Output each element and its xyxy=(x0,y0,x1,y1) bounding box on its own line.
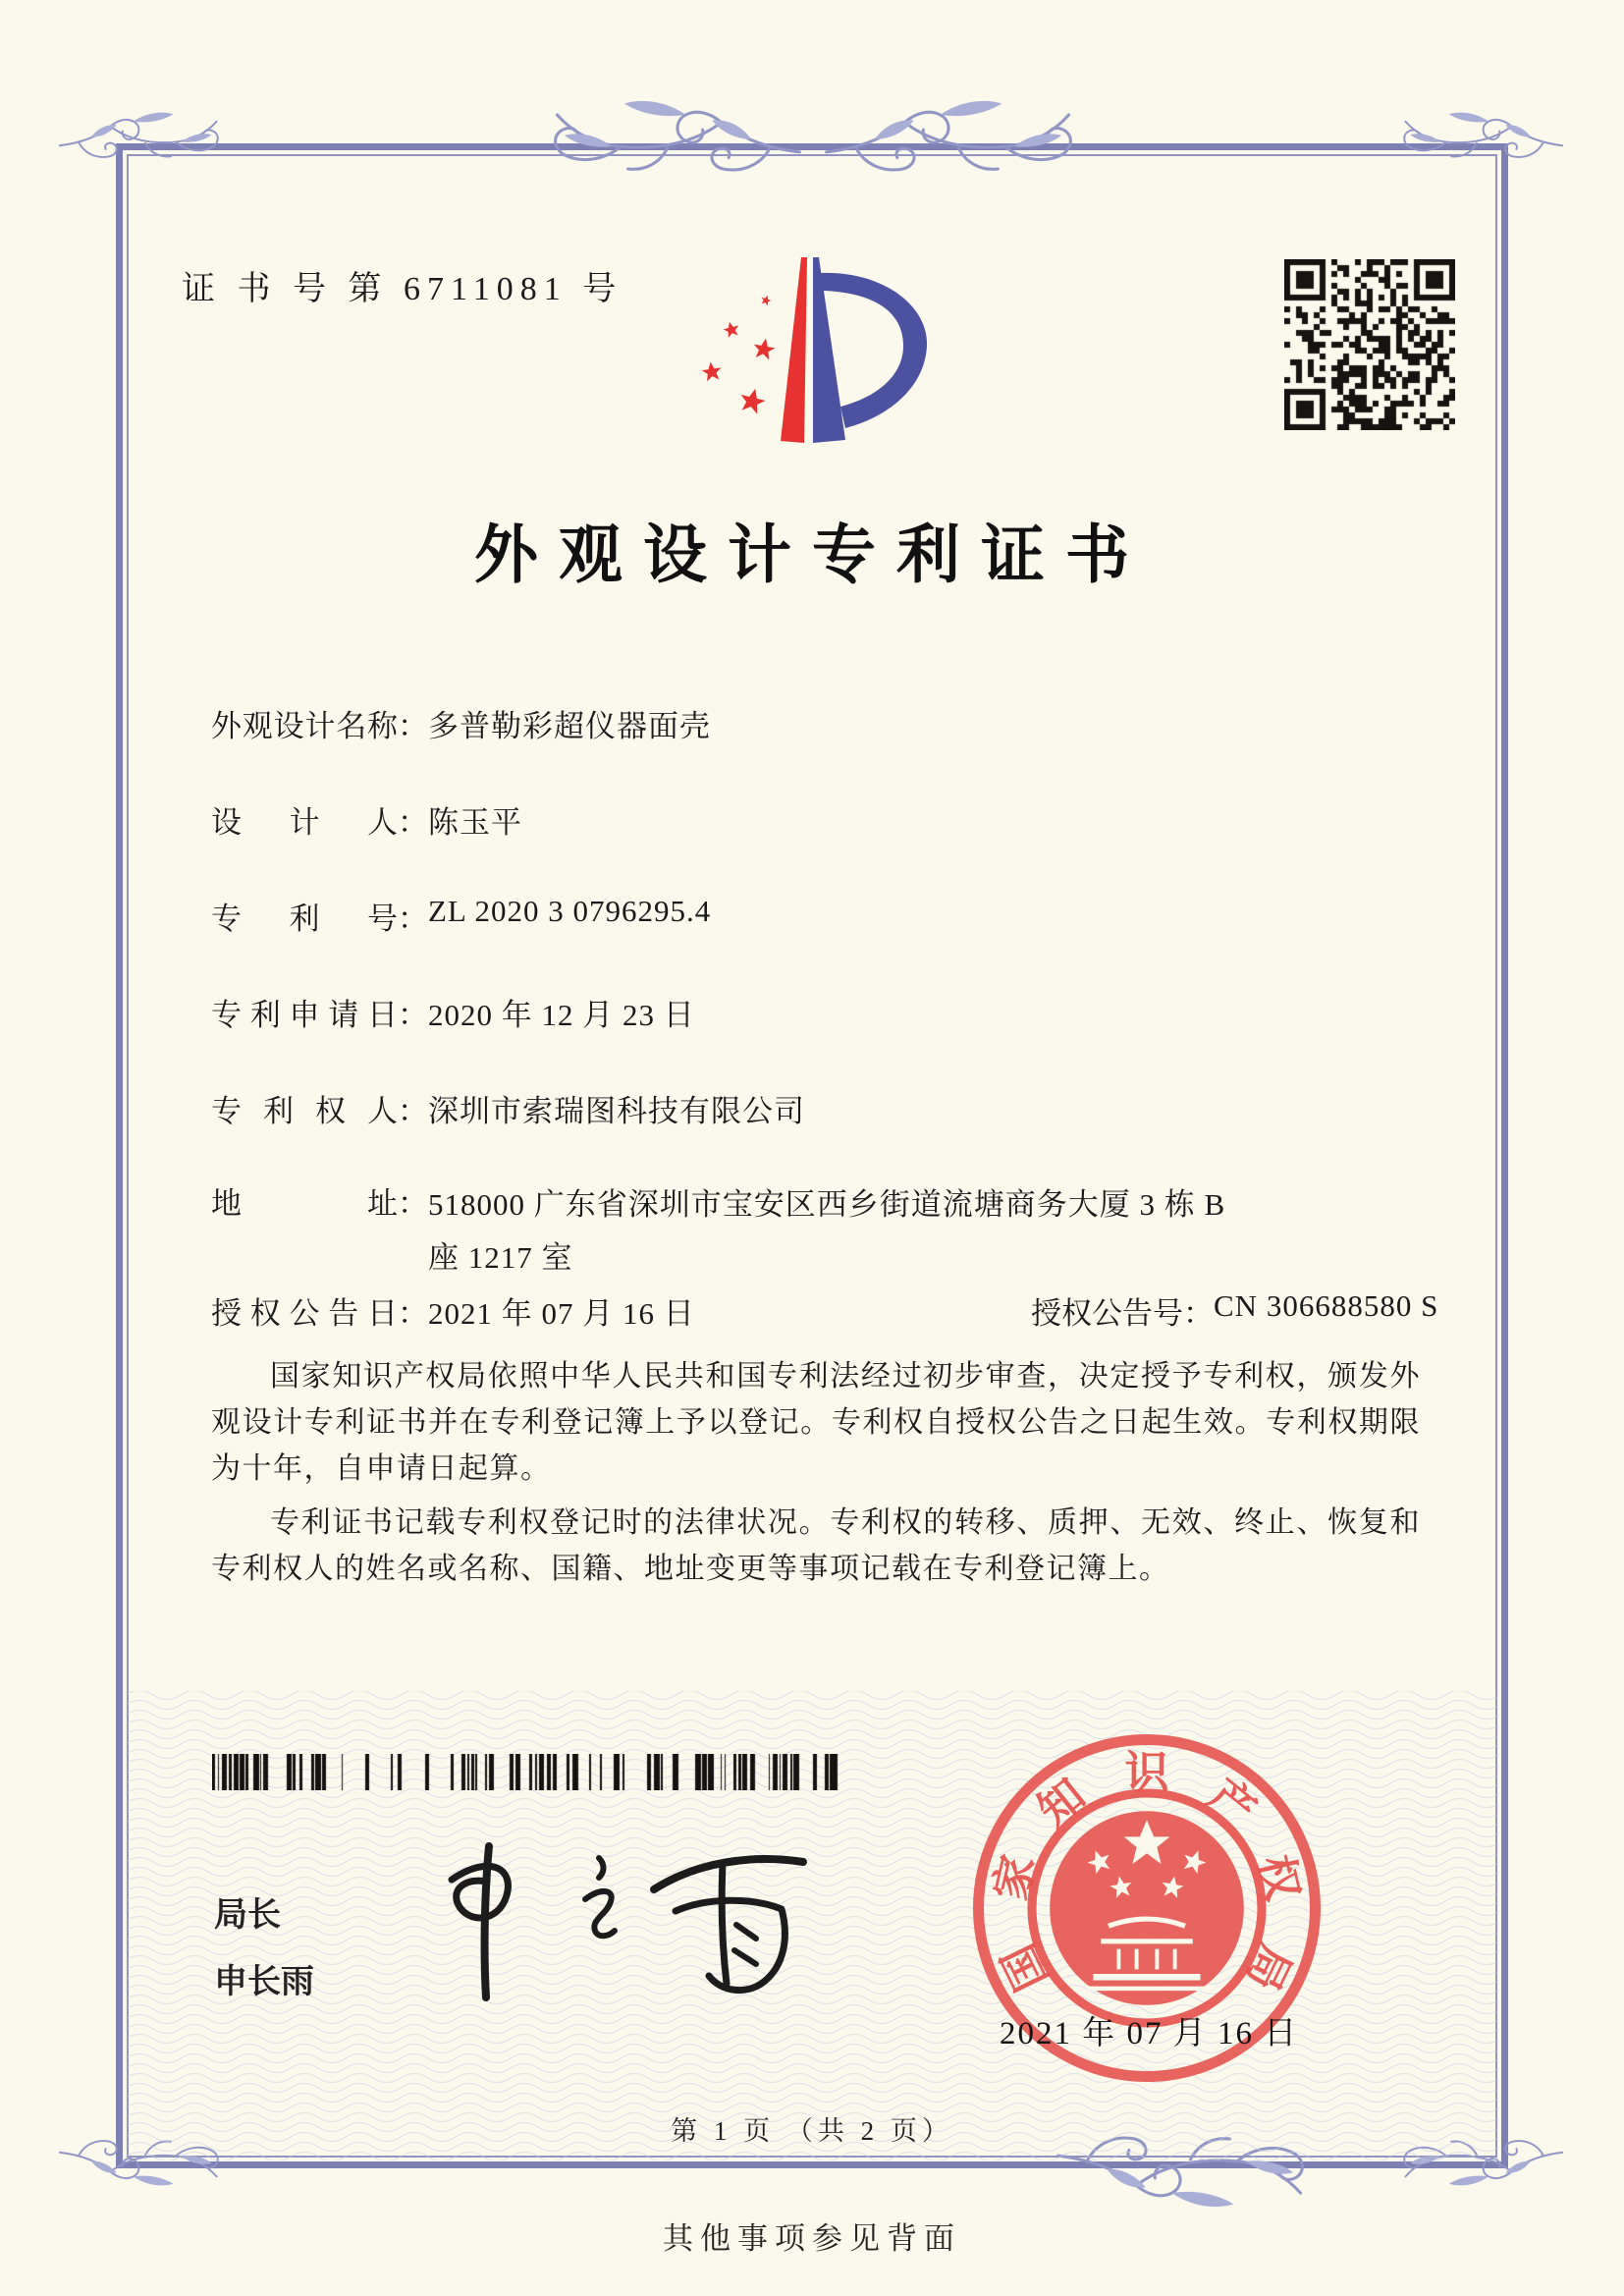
border-ornament-top-center-left xyxy=(538,94,815,206)
field-label: 授权公告日 xyxy=(211,1296,398,1331)
legal-paragraph-1: 国家知识产权局依照中华人民共和国专利法经过初步审查，决定授予专利权，颁发外观设计专利证书并在专利登记簿上予以登记。专利权自授权公告之日起生效。专利权期限为十年，自申请日起算。 xyxy=(211,1360,1421,1485)
ornament-flourish xyxy=(1398,90,1567,198)
field-value: 2020 年 12 月 23 日 xyxy=(428,998,695,1032)
ornament-flourish xyxy=(538,94,815,206)
field-label: 外观设计名称 xyxy=(211,709,398,743)
field-row-patent-number xyxy=(211,894,711,938)
certificate-number: 证 书 号 第 6711081 号 xyxy=(182,271,623,307)
seal-character: 识 xyxy=(1124,1748,1169,1797)
barcode xyxy=(212,1754,840,1790)
field-colon: ： xyxy=(398,998,428,1032)
qr-code xyxy=(1284,259,1455,430)
field-row-design-name xyxy=(211,701,711,745)
director-signature xyxy=(412,1829,835,2020)
border-ornament-top-center-right xyxy=(811,94,1088,206)
field-value: 深圳市索瑞图科技有限公司 xyxy=(428,1094,805,1128)
page-number: 第 1 页 （共 2 页） xyxy=(671,2116,953,2146)
field-colon: ： xyxy=(398,805,428,840)
field-value: 518000 广东省深圳市宝安区西乡街道流塘商务大厦 3 栋 B座 1217 室 xyxy=(428,1187,1226,1275)
director-title: 局长 xyxy=(214,1896,281,1934)
issue-date: 2021 年 07 月 16 日 xyxy=(1000,2016,1299,2051)
ornament-flourish xyxy=(55,90,224,198)
field-value: CN 306688580 S xyxy=(1214,1288,1439,1323)
field-colon: ： xyxy=(398,1094,428,1128)
field-value: 陈玉平 xyxy=(428,805,522,840)
certificate-title: 外观设计专利证书 xyxy=(473,520,1150,591)
field-label: 专利号 xyxy=(211,902,398,936)
legal-paragraph-2: 专利证书记载专利权登记时的法律状况。专利权的转移、质押、无效、终止、恢复和专利权人的姓名或名称、国籍、地址变更等事项记载在专利登记簿上。 xyxy=(211,1506,1421,1585)
field-value: 多普勒彩超仪器面壳 xyxy=(428,709,711,743)
seal-character: 产 xyxy=(1199,1770,1266,1836)
cnipa-logo xyxy=(685,244,950,455)
seal-character: 家 xyxy=(986,1850,1044,1905)
field-colon: ： xyxy=(1183,1296,1214,1331)
director-name: 申长雨 xyxy=(214,1963,314,2000)
field-colon: ： xyxy=(398,1296,428,1331)
field-colon: ： xyxy=(398,709,428,743)
field-row-address xyxy=(211,1178,1253,1285)
seal-character: 局 xyxy=(1236,1937,1301,1998)
border-ornament-top-left xyxy=(55,90,224,198)
director-block xyxy=(214,1882,314,2015)
field-row-designer xyxy=(211,797,522,842)
field-label: 专利申请日 xyxy=(211,998,398,1032)
ornament-flourish xyxy=(811,94,1088,206)
field-label: 设计人 xyxy=(211,805,398,840)
seal-character: 知 xyxy=(1028,1770,1095,1836)
seal-character: 权 xyxy=(1250,1850,1308,1905)
national-emblem xyxy=(1019,1780,1274,2036)
border-ornament-top-right xyxy=(1398,90,1567,198)
field-value: 2021 年 07 月 16 日 xyxy=(428,1296,695,1331)
field-label: 地址 xyxy=(211,1186,398,1221)
field-row-grant xyxy=(211,1288,1439,1333)
field-value: ZL 2020 3 0796295.4 xyxy=(428,894,712,928)
field-colon: ： xyxy=(398,902,428,936)
field-grant-number xyxy=(1031,1288,1438,1333)
field-row-patentee xyxy=(211,1086,805,1130)
legal-text-block xyxy=(211,1353,1421,1600)
field-colon: ： xyxy=(398,1186,428,1221)
seal-character: 国 xyxy=(993,1937,1057,1998)
back-side-note: 其他事项参见背面 xyxy=(663,2221,961,2256)
field-row-filing-date xyxy=(211,990,695,1034)
field-label: 专利权人 xyxy=(211,1094,398,1128)
field-label: 授权公告号 xyxy=(1031,1296,1183,1331)
